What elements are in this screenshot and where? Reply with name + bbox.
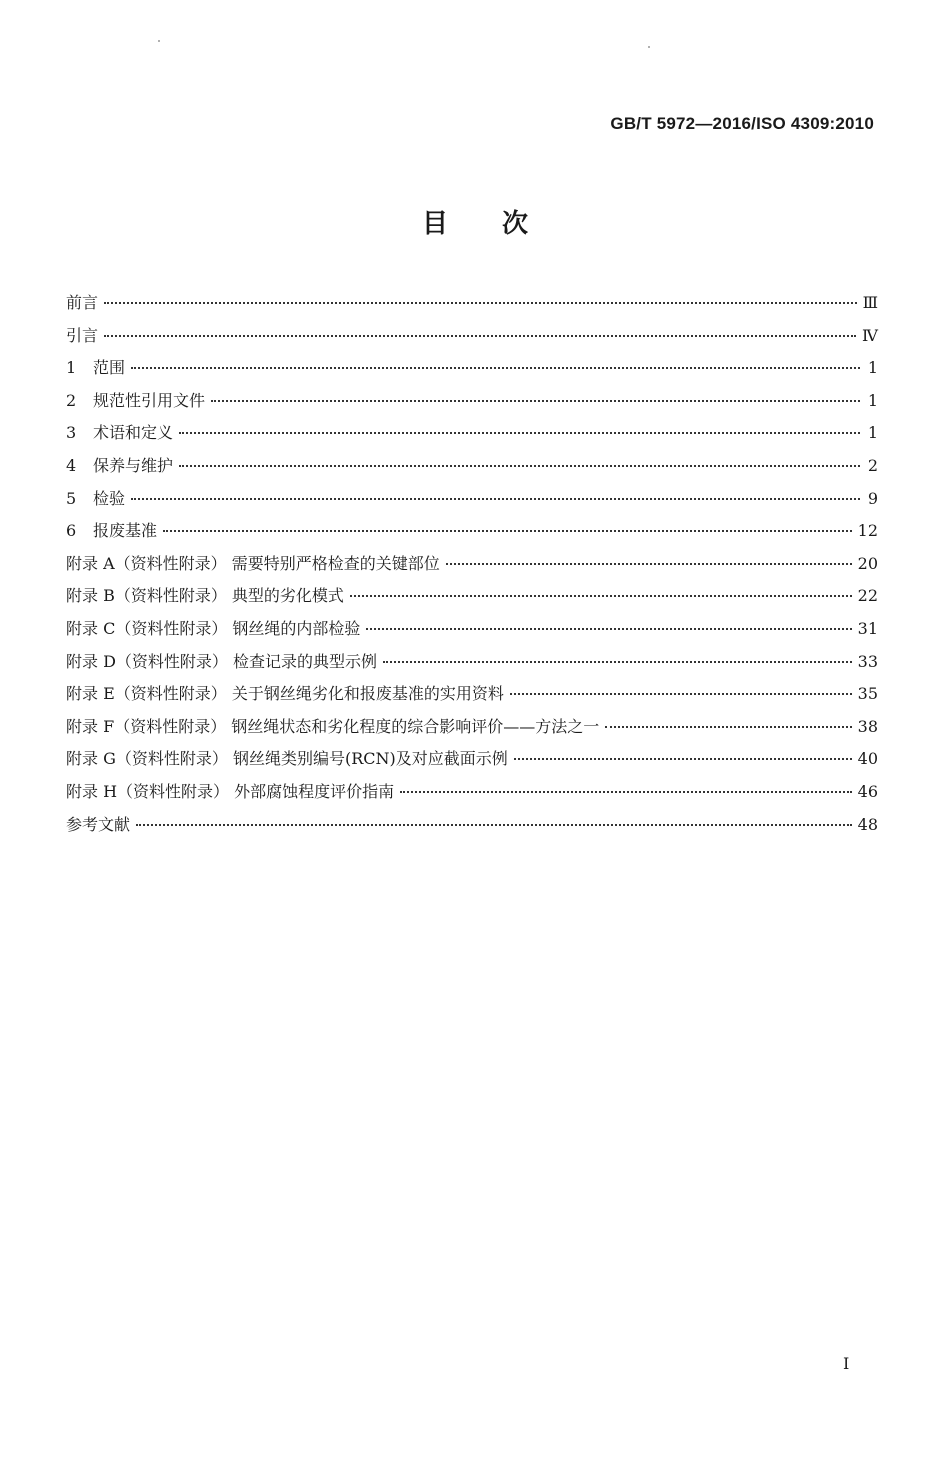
title-char-1: 目 <box>421 209 448 239</box>
toc-page: 1 <box>867 390 878 410</box>
toc-number: 3 <box>66 423 77 443</box>
dot-leader <box>446 547 852 565</box>
toc-label: 附录 A（资料性附录） 需要特别严格检查的关键部位 <box>66 553 440 573</box>
toc-label: 范围 <box>93 358 126 378</box>
toc-entry-annex-c[interactable] <box>66 613 878 646</box>
toc-entry-annex-f[interactable] <box>66 711 878 744</box>
toc-entry-annex-g[interactable] <box>66 743 878 776</box>
page-number: I <box>843 1354 850 1373</box>
toc-number: 4 <box>66 455 77 475</box>
title-char-2: 次 <box>502 209 529 239</box>
toc-number: 1 <box>66 358 77 378</box>
toc-entry-normative-references[interactable] <box>66 385 878 418</box>
toc-label: 附录 C（资料性附录） 钢丝绳的内部检验 <box>66 618 361 638</box>
standard-number: GB/T 5972—2016/ISO 4309:2010 <box>610 114 874 133</box>
toc-page: 48 <box>857 814 878 834</box>
toc-page: 35 <box>857 684 878 704</box>
toc-page: Ⅲ <box>862 293 878 312</box>
toc-label: 前言 <box>66 293 99 312</box>
dot-leader <box>510 677 852 695</box>
toc-label: 引言 <box>66 325 99 345</box>
toc-entry-maintenance[interactable] <box>66 450 878 483</box>
toc-entry-bibliography[interactable] <box>66 809 878 842</box>
toc-page: 12 <box>857 521 878 541</box>
toc-page: 46 <box>857 781 878 801</box>
toc-label: 附录 D（资料性附录） 检查记录的典型示例 <box>66 651 378 671</box>
toc-label: 检验 <box>93 488 126 508</box>
toc-page: 38 <box>857 716 878 736</box>
toc-page: 20 <box>857 553 878 573</box>
dot-leader <box>179 416 860 434</box>
toc-page: 2 <box>867 455 878 475</box>
dot-leader <box>350 579 852 597</box>
toc-label: 附录 G（资料性附录） 钢丝绳类别编号(RCN)及对应截面示例 <box>66 749 508 769</box>
toc-page: 33 <box>857 651 878 671</box>
toc-page: 9 <box>867 488 878 508</box>
dot-leader <box>514 742 852 760</box>
dot-leader <box>605 710 851 728</box>
page-title <box>0 203 950 240</box>
dot-leader <box>131 351 860 369</box>
toc-label: 附录 E（资料性附录） 关于钢丝绳劣化和报废基准的实用资料 <box>66 684 504 704</box>
scan-artifact <box>648 46 650 48</box>
dot-leader <box>211 384 860 402</box>
toc-label: 参考文献 <box>66 814 131 834</box>
toc-number: 5 <box>66 488 77 508</box>
toc-entry-annex-d[interactable] <box>66 646 878 679</box>
toc-entry-annex-b[interactable] <box>66 580 878 613</box>
toc-label: 报废基准 <box>93 521 158 541</box>
toc-page: 1 <box>867 358 878 378</box>
toc-entry-foreword[interactable] <box>66 287 878 320</box>
toc-entry-introduction[interactable] <box>66 320 878 353</box>
toc-entry-scope[interactable] <box>66 352 878 385</box>
toc-label: 附录 F（资料性附录） 钢丝绳状态和劣化程度的综合影响评价——方法之一 <box>66 716 600 736</box>
toc-entry-annex-a[interactable] <box>66 548 878 581</box>
toc-page: 40 <box>857 749 878 769</box>
dot-leader <box>400 775 852 793</box>
dot-leader <box>131 482 860 500</box>
toc-entry-inspection[interactable] <box>66 483 878 516</box>
toc-entry-annex-e[interactable] <box>66 678 878 711</box>
toc-number: 2 <box>66 390 77 410</box>
toc-entry-discard-criteria[interactable] <box>66 515 878 548</box>
toc-entry-terms[interactable] <box>66 417 878 450</box>
dot-leader <box>383 645 852 663</box>
dot-leader <box>104 286 857 304</box>
toc-page: 1 <box>867 423 878 443</box>
toc-number: 6 <box>66 521 77 541</box>
dot-leader <box>136 808 852 826</box>
toc-label: 术语和定义 <box>93 423 174 443</box>
dot-leader <box>163 514 852 532</box>
toc-label: 规范性引用文件 <box>93 390 206 410</box>
toc-label: 保养与维护 <box>93 455 174 475</box>
toc-label: 附录 H（资料性附录） 外部腐蚀程度评价指南 <box>66 781 395 801</box>
toc-page: 31 <box>857 618 878 638</box>
toc-label: 附录 B（资料性附录） 典型的劣化模式 <box>66 586 344 606</box>
dot-leader <box>366 612 851 630</box>
dot-leader <box>104 319 856 337</box>
toc-page: Ⅳ <box>862 325 878 345</box>
table-of-contents <box>66 287 878 841</box>
toc-page: 22 <box>857 586 878 606</box>
scan-artifact <box>158 40 160 42</box>
toc-entry-annex-h[interactable] <box>66 776 878 809</box>
dot-leader <box>179 449 860 467</box>
